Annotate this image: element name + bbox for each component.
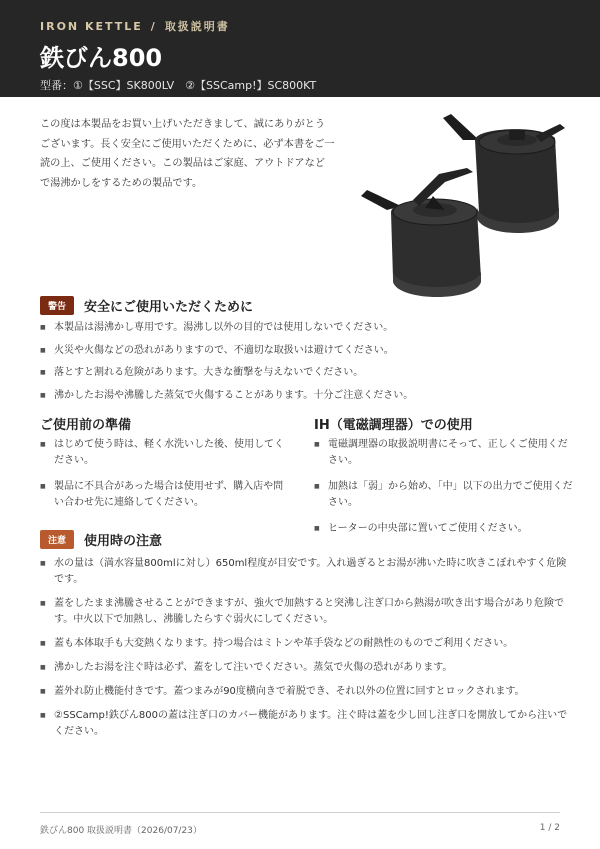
list-item: ■ 加熱は「弱」から始め、「中」以下の出力でご使用ください。: [314, 479, 576, 511]
caution-tag: 注意: [40, 530, 74, 549]
page-header: [0, 0, 600, 97]
document-type: 取扱説明書: [164, 20, 230, 33]
list-item: ■ 火災や火傷などの恐れがありますので、不適切な取扱いは避けてください。: [40, 344, 570, 358]
list-item: ■ 水の量は（満水容量800mlに対し）650ml程度が目安です。入れ過ぎるとお湯が沸いた時に吹きこぼれやすく危険です。: [40, 556, 576, 588]
list-item: ■ 沸かしたお湯や沸騰した蒸気で火傷することがあります。十分ご注意ください。: [40, 389, 570, 403]
page-number: 1 / 2: [539, 823, 560, 833]
list-item: ■ ②SSCamp!鉄びん800の蓋は注ぎ口のカバー機能があります。注ぐ時は蓋を少し回し注ぎ口を開放してから注いでください。: [40, 708, 576, 740]
cast-iron-kettle-pair-icon: [355, 100, 580, 300]
list-item: ■ 電磁調理器の取扱説明書にそって、正しくご使用ください。: [314, 437, 576, 469]
list-item: ■ 沸かしたお湯を注ぐ時は必ず、蓋をして注いでください。蒸気で火傷の恐れがあります。: [40, 660, 576, 676]
ih-use-list: [314, 437, 576, 547]
ih-use-title: IH（電磁調理器）での使用: [314, 418, 473, 433]
caution-section-title: 使用時の注意: [84, 534, 163, 549]
brand-line: [40, 18, 230, 34]
warning-tag: 警告: [40, 296, 74, 315]
brand-name: IRON KETTLE: [40, 20, 143, 33]
caution-list: [40, 556, 576, 748]
list-item: ■ はじめて使う時は、軽く水洗いした後、使用してください。: [40, 437, 288, 469]
footer-divider: [40, 812, 560, 813]
safety-section-heading: [40, 296, 253, 315]
before-use-list: [40, 437, 288, 521]
list-item: ■ 本製品は湯沸かし専用です。湯沸し以外の目的では使用しないでください。: [40, 321, 570, 335]
brand-separator: /: [150, 20, 157, 33]
list-item: ■ 蓋外れ防止機能付きです。蓋つまみが90度横向きで着脱でき、それ以外の位置に回すとロックされます。: [40, 684, 576, 700]
list-item: ■ 製品に不具合があった場合は使用せず、購入店や問い合わせ先に連絡してください。: [40, 479, 288, 511]
caution-section-heading: [40, 530, 162, 549]
safety-list: [40, 321, 570, 411]
footer-document-info: 鉄びん800 取扱説明書（2026/07/23）: [40, 826, 202, 836]
model-number-line: 型番：①【SSC】SK800LV ②【SSCamp!】SC800KT: [40, 79, 317, 92]
page-title: 鉄びん800: [40, 44, 163, 72]
intro-paragraph: この度は本製品をお買い上げいただきまして、誠にありがとうございます。長く安全にご使用いただくために、必ず本書をご一読の上、ご使用ください。この製品はご家庭、アウトドアなどで湯沸かしをするための製品です。: [40, 119, 335, 189]
list-item: ■ ヒーターの中央部に置いてご使用ください。: [314, 521, 576, 537]
list-item: ■ 蓋も本体取手も大変熱くなります。持つ場合はミトンや革手袋などの耐熱性のものでご利用ください。: [40, 636, 576, 652]
list-item: ■ 落とすと割れる危険があります。大きな衝撃を与えないでください。: [40, 366, 570, 380]
safety-section-title: 安全にご使用いただくために: [84, 300, 254, 315]
before-use-title: ご使用前の準備: [40, 418, 132, 433]
list-item: ■ 蓋をしたまま沸騰させることができますが、強火で加熱すると突沸し注ぎ口から熱湯が吹き出す場合があり危険です。中火以下で加熱し、沸騰したらすぐ弱火にしてください。: [40, 596, 576, 628]
kettle-front: [361, 168, 481, 297]
